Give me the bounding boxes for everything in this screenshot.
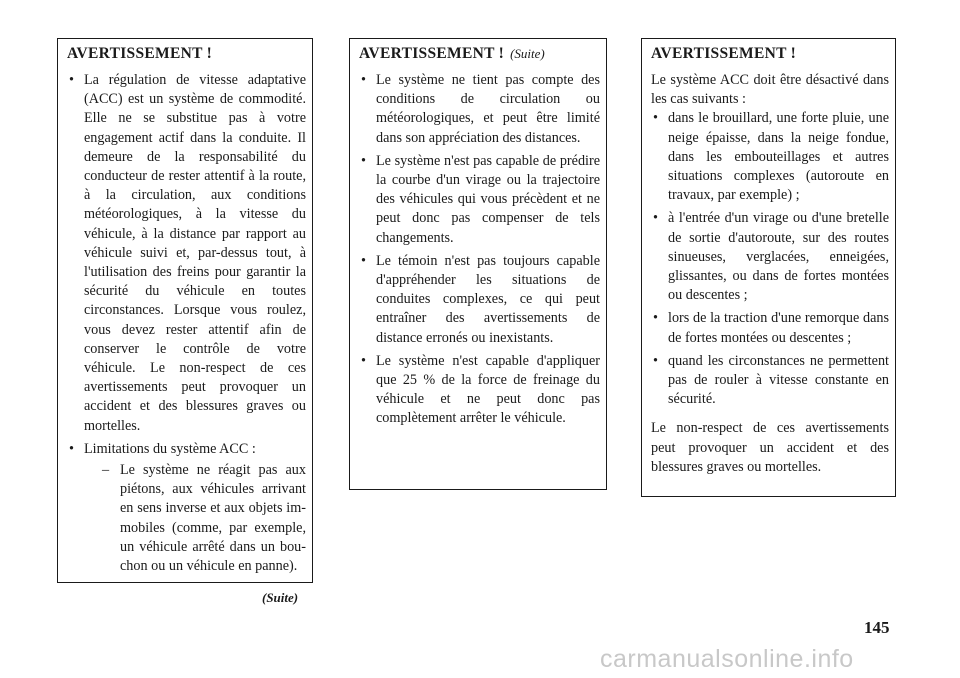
warning-closing: Le non-respect de ces avertissements peut provoquer un accident et des blessures graves ou mortelles. — [651, 420, 889, 475]
warning-list — [359, 71, 600, 429]
warning-list — [651, 109, 889, 409]
watermark: carmanualsonline.info — [600, 645, 854, 673]
warning-title-text: AVERTISSEMENT ! — [67, 45, 213, 62]
warning-title — [359, 45, 600, 63]
warning-title — [651, 45, 889, 63]
list-item: • Le témoin n'est pas toujours capable d'appréhender les situations de conduites complexes, ce qui peut entraîner des avertissements de distance erronés ou inexistants. — [359, 252, 600, 348]
list-item: • Le système n'est capable d'appliquer que 25 % de la force de freinage du véhicule et ne peut donc pas complètement arrêter le véhicule. — [359, 352, 600, 429]
warning-title — [67, 45, 306, 63]
warning-box-2 — [349, 38, 607, 490]
list-item — [67, 440, 306, 576]
warning-box-1 — [57, 38, 313, 583]
continued-label: (Suite) — [510, 46, 545, 61]
list-item-text: Limitations du système ACC : — [84, 440, 256, 457]
list-item: • La régulation de vitesse adaptative (ACC) est un système de commodité. Elle ne se substitue pas à votre engagement actif dans la conduite. Il demeure de la responsabilité du conducteur de rester attentif à la route, à la circulation, aux conditions météorologiques, à la vitesse du véhicule, à la distance par rapport au véhicule suivi et, par-dessus tout, à l'utilisation des freins pour garantir la sécurité du véhicule en toutes circonstances. Lorsque vous roulez, vous devez rester attentif afin de conserver le contrôle de votre véhicule. Le non-respect de ces avertissements peut provoquer un accident et des blessures graves ou mortelles. — [67, 71, 306, 436]
page-number: 145 — [864, 618, 890, 637]
sub-list — [84, 461, 306, 576]
list-item: • dans le brouillard, une forte pluie, une neige épaisse, dans la neige fondue, dans les embouteillages et autres situations complexes (autoroute en travaux, par exemple) ; — [651, 109, 889, 205]
warning-title-text: AVERTISSEMENT ! — [359, 45, 505, 62]
warning-title-text: AVERTISSEMENT ! — [651, 45, 797, 62]
list-item: • lors de la traction d'une remorque dans de fortes montées ou descentes ; — [651, 309, 889, 347]
continued-footer: (Suite) — [262, 590, 299, 605]
warning-list — [67, 71, 306, 576]
list-item: • Le système ne tient pas compte des conditions de circulation ou météorologiques, et peut être limité dans son appréciation des distances. — [359, 71, 600, 148]
warning-box-3 — [641, 38, 896, 497]
list-item: • à l'entrée d'un virage ou d'une bretelle de sortie d'autoroute, sur des routes sinueuses, verglacées, enneigées, glissantes, ou dans de fortes montées ou descentes ; — [651, 209, 889, 305]
sub-list-item: – Le système ne réagit pas aux piétons, aux véhicules arrivant en sens inverse et aux objets immobiles (comme, par exemple, un véhicule arrêté dans un bouchon ou un véhicule en panne). — [84, 461, 306, 576]
list-item: • Le système n'est pas capable de prédire la courbe d'un virage ou la trajectoire des véhicules qui vous précèdent et ne peut donc pas compenser de tels changements. — [359, 152, 600, 248]
list-item: • quand les circonstances ne permettent pas de rouler à vitesse constante en sécurité. — [651, 352, 889, 410]
warning-intro: Le système ACC doit être désactivé dans les cas suivants : — [651, 72, 889, 108]
